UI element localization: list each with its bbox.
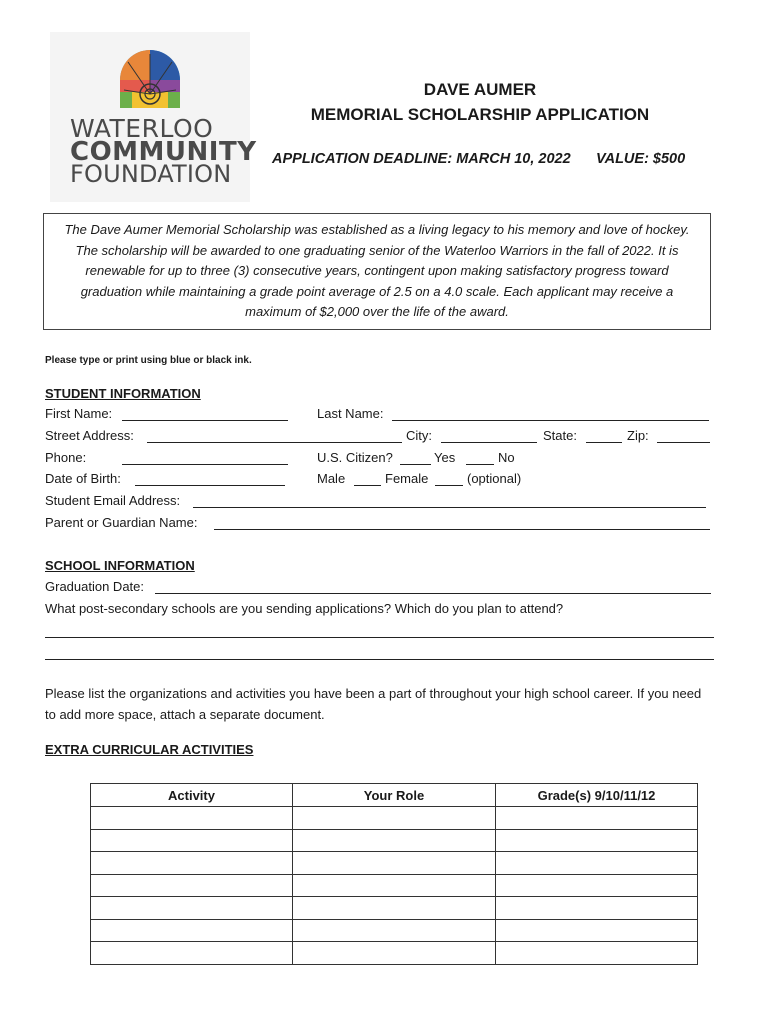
phone-label: Phone: [45,450,87,465]
guardian-name-label: Parent or Guardian Name: [45,515,198,530]
last-name-field[interactable] [392,420,709,421]
first-name-field[interactable] [122,420,288,421]
table-row [91,807,698,830]
graduation-date-label: Graduation Date: [45,579,145,594]
phone-field[interactable] [122,464,288,465]
role-cell[interactable] [293,852,496,875]
zip-field[interactable] [657,442,710,443]
role-cell[interactable] [293,919,496,942]
logo-text-foundation: FOUNDATION [70,160,232,188]
column-header-activity: Activity [91,784,293,807]
first-name-label: First Name: [45,406,113,421]
citizen-no-field[interactable] [466,464,494,465]
student-email-field[interactable] [193,507,706,508]
role-cell[interactable] [293,829,496,852]
activities-instructions: Please list the organizations and activities you have been a part of throughout your high school career. If you need to add more space, attach a separate document. [45,686,702,722]
table-row [91,852,698,875]
logo-text-community: COMMUNITY [70,137,257,167]
state-field[interactable] [586,442,622,443]
male-label: Male [317,471,346,486]
activities-table [90,783,698,965]
last-name-label: Last Name: [317,406,384,421]
table-header-row [91,784,698,807]
table-row [91,874,698,897]
school-info-heading: SCHOOL INFORMATION [45,558,195,573]
grades-cell[interactable] [496,829,698,852]
us-citizen-label: U.S. Citizen? [317,450,393,465]
street-address-label: Street Address: [45,428,134,443]
intro-description: The Dave Aumer Memorial Scholarship was established as a living legacy to his memory and love of hockey. The scholarship will be awarded to one graduating senior of the Waterloo Warriors in the fall of 2022. It is renewable for up to three (3) consecutive years, contingent upon making satisfactory progress toward graduation while maintaining a grade point average of 2.5 on a 4.0 scale. Each applicant may receive a maximum of $2,000 over the life of the award. [43,213,711,330]
activity-cell[interactable] [91,874,293,897]
table-row [91,942,698,965]
activity-cell[interactable] [91,897,293,920]
ink-instruction: Please type or print using blue or black ink. [45,355,252,366]
grades-cell[interactable] [496,807,698,830]
state-label: State: [543,428,577,443]
activity-cell[interactable] [91,829,293,852]
scholarship-value: VALUE: $500 [596,151,686,167]
student-email-label: Student Email Address: [45,493,181,508]
table-row [91,897,698,920]
activity-cell[interactable] [91,807,293,830]
activity-cell[interactable] [91,919,293,942]
role-cell[interactable] [293,942,496,965]
role-cell[interactable] [293,897,496,920]
female-label: Female [385,471,429,486]
zip-label: Zip: [627,428,649,443]
extra-curricular-heading: EXTRA CURRICULAR ACTIVITIES [45,742,254,757]
application-deadline: APPLICATION DEADLINE: MARCH 10, 2022 [272,151,571,167]
logo-text-waterloo: WATERLOO [70,114,214,143]
post-secondary-answer-line-2[interactable] [45,659,714,660]
column-header-role: Your Role [293,784,496,807]
role-cell[interactable] [293,874,496,897]
activity-cell[interactable] [91,852,293,875]
date-of-birth-field[interactable] [135,485,285,486]
grades-cell[interactable] [496,942,698,965]
post-secondary-answer-line-1[interactable] [45,637,714,638]
city-field[interactable] [441,442,537,443]
table-row [91,919,698,942]
table-row [91,829,698,852]
title-line-2: MEMORIAL SCHOLARSHIP APPLICATION [310,105,650,124]
male-field[interactable] [354,485,381,486]
grades-cell[interactable] [496,874,698,897]
grades-cell[interactable] [496,852,698,875]
graduation-date-field[interactable] [155,593,711,594]
female-field[interactable] [435,485,463,486]
column-header-grades: Grade(s) 9/10/11/12 [496,784,698,807]
student-info-heading: STUDENT INFORMATION [45,386,201,401]
citizen-no-label: No [498,450,515,465]
grades-cell[interactable] [496,897,698,920]
guardian-name-field[interactable] [214,529,710,530]
title-line-1: DAVE AUMER [423,80,537,99]
street-address-field[interactable] [147,442,402,443]
grades-cell[interactable] [496,919,698,942]
activity-cell[interactable] [91,942,293,965]
role-cell[interactable] [293,807,496,830]
citizen-yes-field[interactable] [400,464,431,465]
post-secondary-question: What post-secondary schools are you sending applications? Which do you plan to attend? [45,601,564,616]
gender-optional-note: (optional) [467,471,522,486]
citizen-yes-label: Yes [434,450,456,465]
date-of-birth-label: Date of Birth: [45,471,121,486]
city-label: City: [406,428,432,443]
